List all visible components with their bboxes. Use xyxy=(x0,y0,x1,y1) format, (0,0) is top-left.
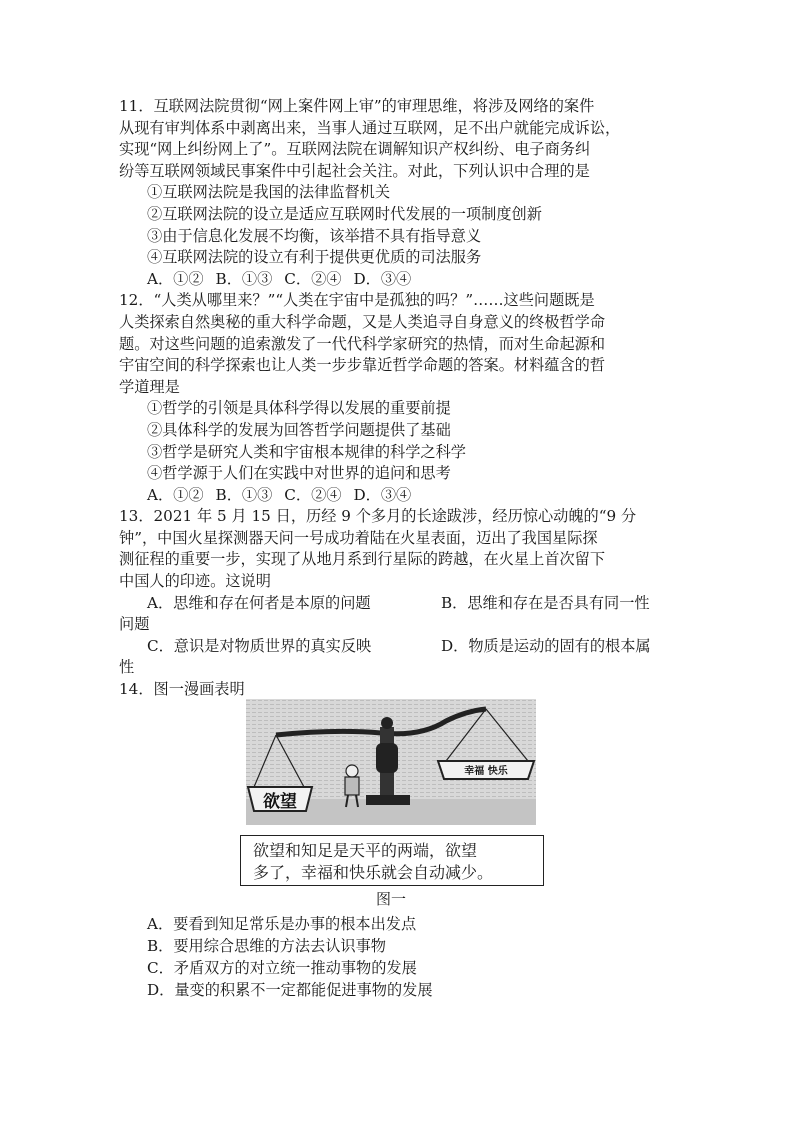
question-14-stem: 14．图一漫画表明 xyxy=(119,680,245,699)
option-b: B．①③ xyxy=(215,269,273,288)
scale-knob xyxy=(381,717,393,729)
question-stem-line: 从现有审判体系中剥离出来，当事人通过互联网，足不出户就能完成诉讼， xyxy=(119,118,621,137)
question-stem-line: 纷等互联网领域民事案件中引起社会关注。对此，下列认识中合理的是 xyxy=(119,161,590,180)
scale-pillar-body xyxy=(376,743,398,773)
question-13 xyxy=(119,506,685,679)
cartoon-right-label: 幸福 快乐 xyxy=(464,766,508,777)
statement-item: ④哲学源于人们在实践中对世界的追问和思考 xyxy=(147,464,451,483)
figure-label: 图一 xyxy=(376,890,407,908)
question-stem-line: 中国人的印迹。这说明 xyxy=(119,572,271,591)
statement-item: ①哲学的引领是具体科学得以发展的重要前提 xyxy=(147,399,451,418)
question-stem-line: 实现“网上纠纷网上了”。互联网法院在调解知识产权纠纷、电子商务纠 xyxy=(119,140,591,159)
statement-item: ④互联网法院的设立有利于提供更优质的司法服务 xyxy=(147,248,482,267)
option-c: C．②④ xyxy=(284,269,342,288)
cartoon-left-label: 欲望 xyxy=(263,792,297,812)
option-a: A．①② xyxy=(147,485,204,504)
option-d: D．③④ xyxy=(353,269,412,288)
option-a: A．①② xyxy=(147,269,204,288)
option-b: B．思维和存在是否具有同一性 xyxy=(441,593,650,612)
option-c: C．②④ xyxy=(284,485,342,504)
question-14-options xyxy=(147,913,433,1001)
statement-item: ②互联网法院的设立是适应互联网时代发展的一项制度创新 xyxy=(147,204,542,223)
cartoon-scale-figure xyxy=(246,699,536,825)
caption-line: 欲望和知足是天平的两端，欲望 xyxy=(253,841,478,860)
question-stem-line: 12．“人类从哪里来？”“人类在宇宙中是孤独的吗？”……这些问题既是 xyxy=(119,291,595,310)
question-stem-line: 人类探索自然奥秘的重大科学命题，又是人类追寻自身意义的终极哲学命 xyxy=(119,312,605,331)
statement-item: ②具体科学的发展为回答哲学问题提供了基础 xyxy=(147,420,451,439)
question-12 xyxy=(119,290,685,506)
question-stem-line: 宇宙空间的科学探索也让人类一步步靠近哲学命题的答案。材料蕴含的哲 xyxy=(119,356,605,375)
option-d: D．③④ xyxy=(353,485,412,504)
answer-row-cd xyxy=(119,636,685,658)
option-b-continuation: 问题 xyxy=(119,615,150,634)
option-d: D．物质是运动的固有的根本属 xyxy=(441,636,651,655)
exam-page xyxy=(119,96,685,701)
option-c: C．意识是对物质世界的真实反映 xyxy=(147,636,372,655)
option-c: C．矛盾双方的对立统一推动事物的发展 xyxy=(147,959,417,977)
statement-item: ③由于信息化发展不均衡，该举措不具有指导意义 xyxy=(147,226,482,245)
answer-options xyxy=(119,269,685,291)
option-b: B．①③ xyxy=(215,485,273,504)
option-a: A．要看到知足常乐是办事的根本出发点 xyxy=(147,915,417,933)
question-stem-line: 钟”，中国火星探测器天问一号成功着陆在火星表面，迈出了我国星际探 xyxy=(119,528,598,547)
scale-base xyxy=(366,795,410,805)
answer-options xyxy=(119,485,685,507)
question-stem-line: 11．互联网法院贯彻“网上案件网上审”的审理思维，将涉及网络的案件 xyxy=(119,97,595,115)
question-stem-line: 学道理是 xyxy=(119,377,180,396)
option-d: D．量变的积累不一定都能促进事物的发展 xyxy=(147,981,433,999)
answer-row-ab xyxy=(119,593,685,615)
question-stem-line: 13．2021 年 5 月 15 日，历经 9 个多月的长途跋涉，经历惊心动魄的“9 分 xyxy=(119,507,637,526)
option-d-continuation: 性 xyxy=(119,658,135,677)
question-stem-line: 题。对这些问题的追索激发了一代代科学家研究的热情，而对生命起源和 xyxy=(119,334,605,353)
statement-item: ③哲学是研究人类和宇宙根本规律的科学之科学 xyxy=(147,442,466,461)
caption-line: 多了，幸福和快乐就会自动减少。 xyxy=(253,863,494,882)
statement-item: ①互联网法院是我国的法律监督机关 xyxy=(147,183,390,202)
cartoon-caption-box xyxy=(240,835,544,886)
option-a: A．思维和存在何者是本原的问题 xyxy=(147,593,371,612)
question-stem-line: 测征程的重要一步，实现了从地月系到行星际的跨越，在火星上首次留下 xyxy=(119,550,605,569)
question-11 xyxy=(119,96,685,290)
option-b: B．要用综合思维的方法去认识事物 xyxy=(147,937,386,955)
